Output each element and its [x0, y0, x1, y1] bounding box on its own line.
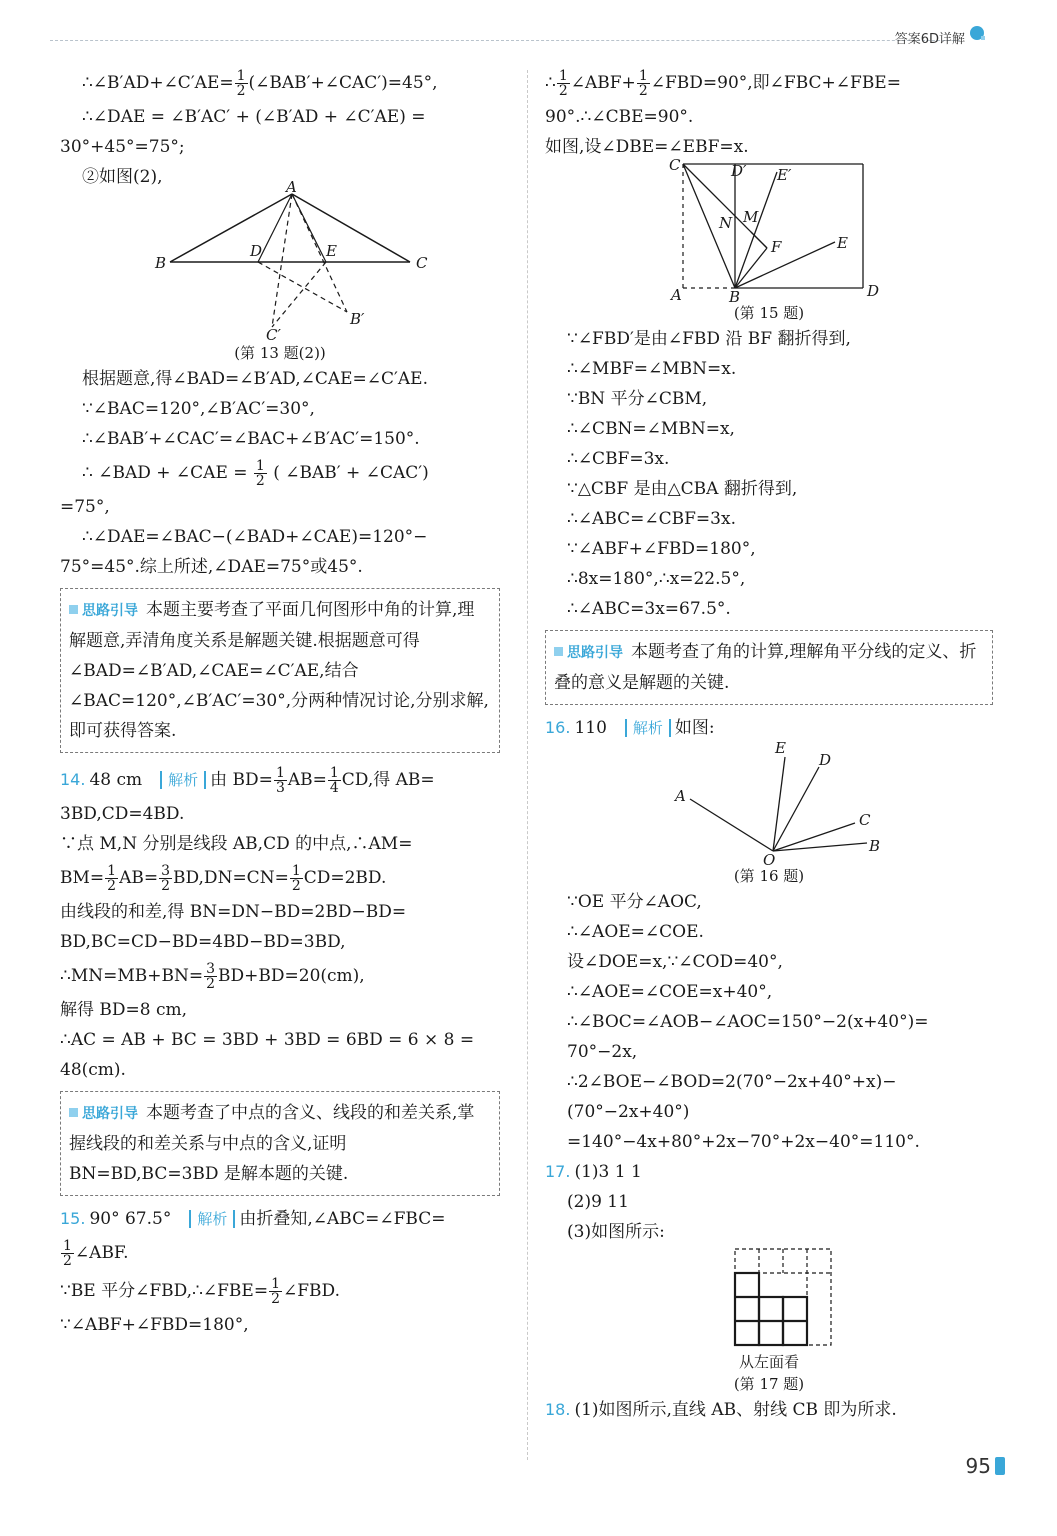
hint-text: 本题考查了角的计算,理解角平分线的定义、折叠的意义是解题的关键.	[554, 642, 977, 693]
text-line: ∴∠DAE = ∠B′AC′ + (∠B′AD + ∠C′AE) =	[82, 107, 426, 127]
text-line: ∴∠B′AD+∠C′AE= $\frac{1}{2}$ (∠BAB′+∠CAC′)=45°,	[82, 68, 438, 99]
label-A: A	[286, 178, 297, 196]
text-line: 设∠DOE=x,∵∠COD=40°,	[567, 952, 783, 972]
q16-header: 16. 110 解析 如图:	[545, 718, 715, 738]
text-line: (2)9 11	[567, 1192, 629, 1212]
fraction: $\frac{1}{2}$	[558, 68, 568, 99]
q15-header: 15. 90° 67.5° 解析 由折叠知,∠ABC=∠FBC=	[60, 1209, 446, 1229]
label-B: B	[155, 254, 167, 272]
q18-header: 18. (1)如图所示,直线 AB、射线 CB 即为所求.	[545, 1400, 897, 1420]
text-line: 75°=45°.综上所述,∠DAE=75°或45°.	[60, 557, 363, 577]
label-C: C	[416, 254, 428, 272]
text-line: ∴ ∠BAD + ∠CAE = $\frac{1}{2}$ ( ∠BAB′ + ∠CAC′)	[82, 458, 429, 489]
text-line: BD,BC=CD−BD=4BD−BD=3BD,	[60, 932, 346, 952]
text-line: $\frac{1}{2}$ ∠ABF.	[63, 1238, 129, 1269]
fraction: $\frac{1}{2}$	[271, 1276, 281, 1307]
fraction: $\frac{1}{2}$	[63, 1238, 72, 1269]
hint-text: 本题考查了中点的含义、线段的和差关系,掌握线段的和差关系与中点的含义,证明 BN=BD,BC=3BD 是解本题的关键.	[69, 1103, 475, 1184]
label-Bp: B′	[350, 310, 365, 328]
text-line: 如图,设∠DBE=∠EBF=x.	[545, 137, 749, 157]
header-divider	[50, 40, 960, 41]
text-line: ∵∠BAC=120°,∠B′AC′=30°,	[82, 399, 315, 419]
label-E: E	[326, 242, 337, 260]
text-line: ∵∠ABF+∠FBD=180°,	[567, 539, 756, 559]
hint-tag: 思路引导	[69, 596, 138, 626]
label-N: N	[719, 214, 733, 232]
label-Ep: E′	[777, 166, 792, 184]
text-line: =140°−4x+80°+2x−70°+2x−40°=110°.	[567, 1132, 920, 1152]
text-line: =75°,	[60, 497, 110, 517]
fraction: $\frac{1}{2}$	[236, 68, 246, 99]
text-line: 由线段的和差,得 BN=DN−BD=2BD−BD=	[60, 902, 407, 922]
text-line: ∴MN=MB+BN= $\frac{3}{2}$ BD+BD=20(cm),	[60, 961, 365, 992]
text-line: ∴8x=180°,∴x=22.5°,	[567, 569, 746, 589]
label-Cp: C′	[266, 326, 281, 344]
text-line: ∵∠FBD′是由∠FBD 沿 BF 翻折得到,	[567, 329, 851, 349]
figure-caption: (第 17 题)	[733, 1375, 805, 1393]
text-line: ∴∠CBN=∠MBN=x,	[567, 419, 735, 439]
figure-caption: (第 13 题(2))	[234, 344, 326, 362]
hint-text: 本题主要考查了平面几何图形中角的计算,理解题意,弄清角度关系是解题关键.根据题意可得∠BAD=∠B′AD,∠CAE=∠C′AE,结合∠BAC=120°,∠B′AC′=30°,分两种情况讨论,分别求解,即可获得答案.	[69, 600, 489, 741]
fraction: $\frac{3}{2}$	[206, 961, 216, 992]
text-line: ②如图(2),	[82, 167, 163, 187]
fraction: $\frac{3}{2}$	[161, 863, 171, 894]
rays-diagram	[545, 739, 993, 869]
hint-box-14	[60, 1091, 500, 1196]
figure-caption: (第 16 题)	[733, 867, 805, 885]
rectangle-fold-diagram	[545, 156, 993, 306]
figure-13-2	[60, 178, 500, 344]
hint-box-13	[60, 588, 500, 753]
label-O: O	[763, 851, 776, 869]
label-E: E	[837, 234, 848, 252]
text-line: ∴∠ABC=∠CBF=3x.	[567, 509, 736, 529]
fraction: $\frac{1}{2}$	[107, 863, 117, 894]
text-line: ∵点 M,N 分别是线段 AB,CD 的中点,∴AM=	[60, 834, 413, 854]
page-number: 95	[966, 1454, 1005, 1478]
text-line: ∴∠CBF=3x.	[567, 449, 670, 469]
q14-header: 14. 48 cm 解析 由 BD= $\frac{1}{3}$ AB= $\frac{1}{4}$ CD,得 AB=	[60, 765, 435, 796]
text-line: 48(cm).	[60, 1060, 126, 1080]
text-line: ∴∠ABC=3x=67.5°.	[567, 599, 731, 619]
text-line: ∵OE 平分∠AOC,	[567, 892, 702, 912]
figure-label: 从左面看	[738, 1353, 799, 1371]
text-line: ∴∠BAB′+∠CAC′=∠BAC+∠B′AC′=150°.	[82, 429, 420, 449]
label-A: A	[671, 286, 682, 304]
text-line: 根据题意,得∠BAD=∠B′AD,∠CAE=∠C′AE.	[82, 369, 428, 389]
text-line: ∵△CBF 是由△CBA 翻折得到,	[567, 479, 798, 499]
hint-box-15	[545, 630, 993, 705]
label-D: D	[867, 282, 880, 300]
text-line: ∵BE 平分∠FBD,∴∠FBE= $\frac{1}{2}$ ∠FBD.	[60, 1276, 340, 1307]
text-line: 3BD,CD=4BD.	[60, 804, 185, 824]
text-line: (70°−2x+40°)	[567, 1102, 690, 1122]
text-line: ∴∠MBF=∠MBN=x.	[567, 359, 737, 379]
label-C: C	[669, 156, 681, 174]
figure-15	[545, 156, 993, 306]
figure-17	[545, 1247, 993, 1351]
jiexi-badge: 解析	[160, 771, 206, 789]
hint-tag: 思路引导	[554, 638, 623, 668]
label-E: E	[775, 739, 786, 757]
label-Dp: D′	[731, 162, 747, 180]
jiexi-badge: 解析	[625, 719, 671, 737]
text-line: ∴ $\frac{1}{2}$ ∠ABF+ $\frac{1}{2}$ ∠FBD=90°,即∠FBC+∠FBE=	[545, 68, 901, 99]
text-line: 90°.∴∠CBE=90°.	[545, 107, 694, 127]
jiexi-badge: 解析	[189, 1210, 235, 1228]
fraction: $\frac{1}{2}$	[291, 863, 301, 894]
triangle-fold-diagram	[60, 178, 500, 344]
text-line: ∴∠BOC=∠AOB−∠AOC=150°−2(x+40°)=	[567, 1012, 929, 1032]
label-A: A	[675, 787, 686, 805]
text-line: 70°−2x,	[567, 1042, 638, 1062]
fraction: $\frac{1}{2}$	[638, 68, 648, 99]
fraction: $\frac{1}{2}$	[255, 458, 265, 489]
text-line: ∴AC = AB + BC = 3BD + 3BD = 6BD = 6 × 8 =	[60, 1030, 475, 1050]
label-D: D	[250, 242, 263, 260]
label-D: D	[819, 751, 832, 769]
text-line: BM= $\frac{1}{2}$ AB= $\frac{3}{2}$ BD,DN=CN= $\frac{1}{2}$ CD=2BD.	[60, 863, 387, 894]
book-logo-icon	[969, 24, 987, 42]
left-column	[60, 64, 500, 1340]
q17-header: 17. (1)3 1 1	[545, 1162, 642, 1182]
fraction: $\frac{1}{3}$	[275, 765, 285, 796]
text-line: ∴∠AOE=∠COE.	[567, 922, 704, 942]
text-line: ∵BN 平分∠CBM,	[567, 389, 708, 409]
label-B: B	[869, 837, 881, 855]
grid-view-diagram	[545, 1247, 993, 1351]
label-M: M	[743, 208, 759, 226]
text-line: ∵∠ABF+∠FBD=180°,	[60, 1315, 249, 1335]
right-column	[545, 64, 993, 1425]
label-C: C	[859, 811, 871, 829]
figure-16	[545, 739, 993, 869]
fraction: $\frac{1}{4}$	[329, 765, 339, 796]
text-line: 30°+45°=75°;	[60, 137, 185, 157]
label-F: F	[771, 238, 782, 256]
text-line: 解得 BD=8 cm,	[60, 1000, 188, 1020]
figure-caption: (第 15 题)	[733, 304, 805, 322]
text-line: ∴2∠BOE−∠BOD=2(70°−2x+40°+x)−	[567, 1072, 897, 1092]
column-divider	[527, 70, 528, 1460]
hint-tag: 思路引导	[69, 1099, 138, 1129]
text-line: (3)如图所示:	[567, 1222, 665, 1242]
text-line: ∴∠DAE=∠BAC−(∠BAD+∠CAE)=120°−	[82, 527, 428, 547]
header-title: 答案6D详解	[894, 32, 965, 47]
label-B: B	[729, 288, 741, 306]
text-line: ∴∠AOE=∠COE=x+40°,	[567, 982, 773, 1002]
